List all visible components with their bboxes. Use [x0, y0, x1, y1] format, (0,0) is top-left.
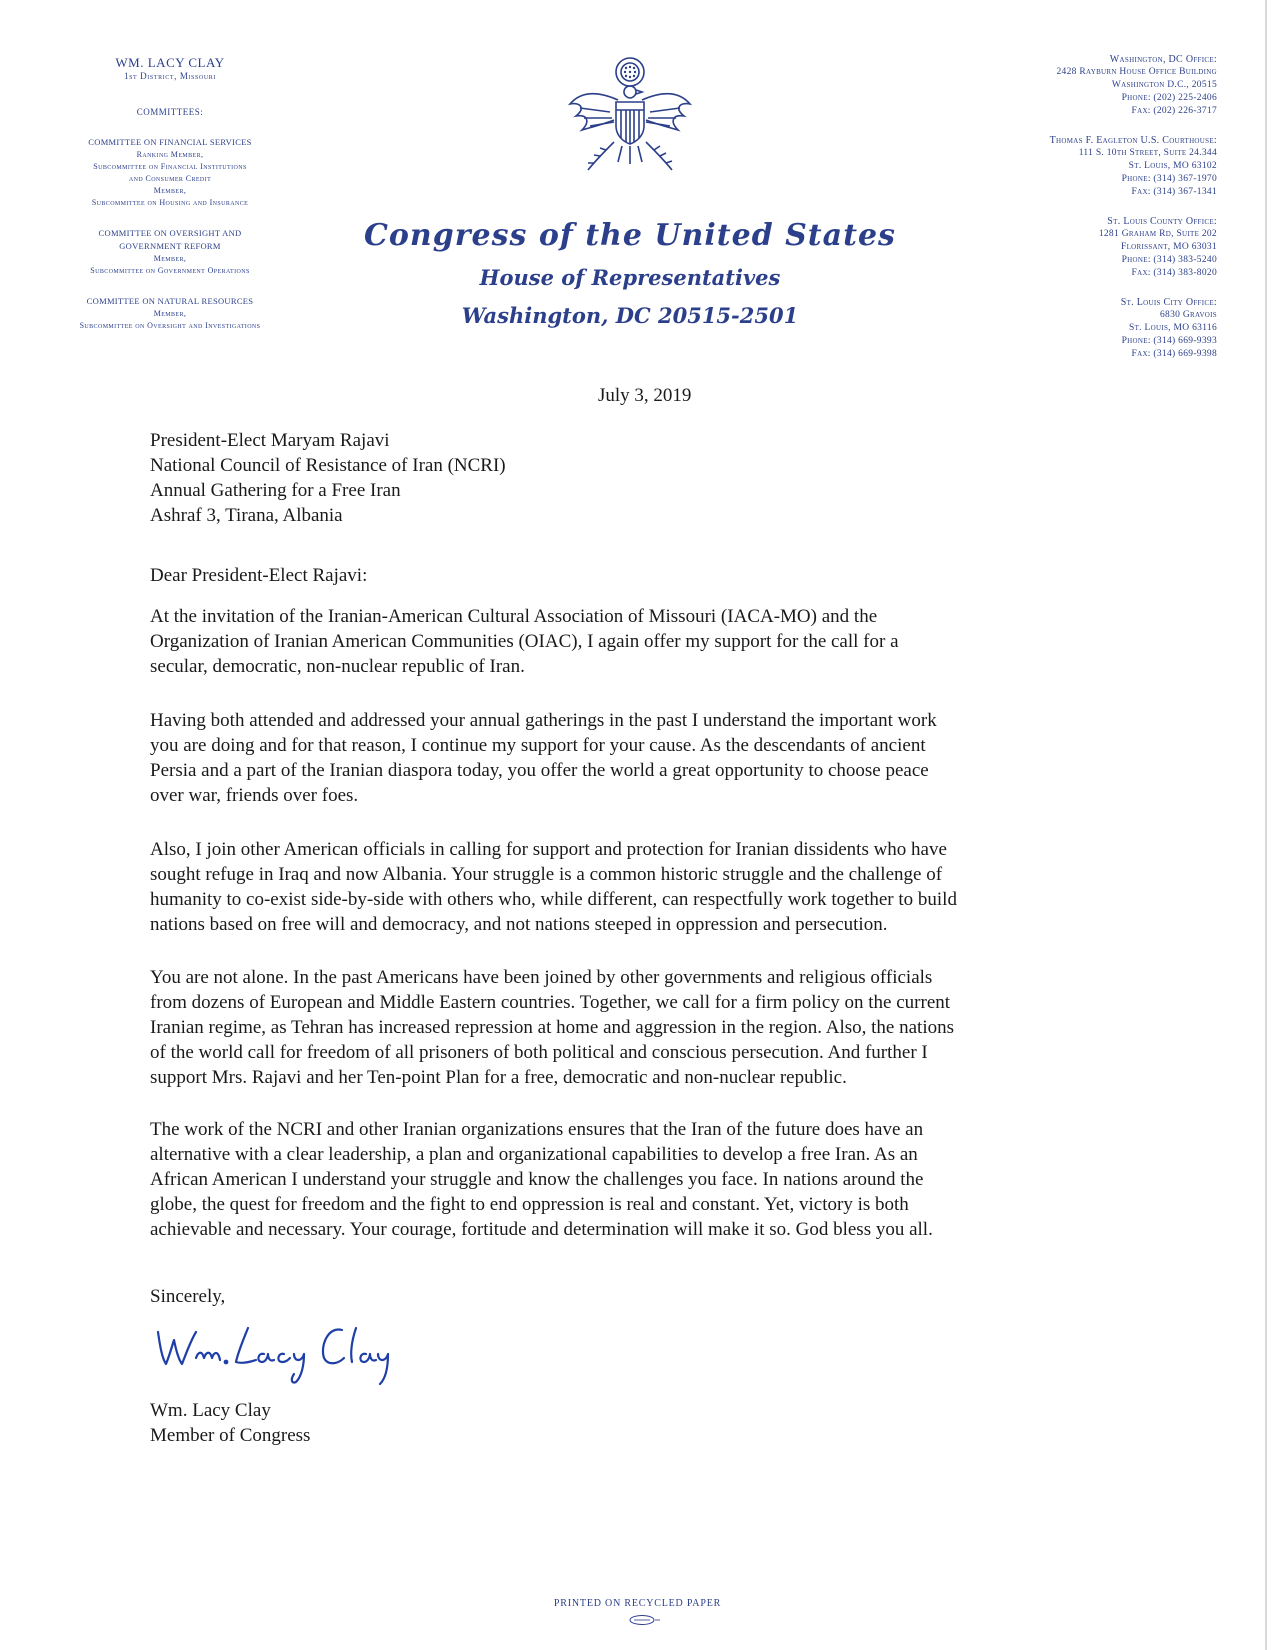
office-phone: Phone: (202) 225-2406 — [1121, 93, 1217, 103]
committee-role: and Consumer Credit — [128, 174, 212, 183]
address-line: Annual Gathering for a Free Iran — [150, 480, 401, 501]
committee-title: GOVERNMENT REFORM — [119, 241, 221, 251]
office-line: Washington D.C., 20515 — [1111, 80, 1217, 90]
office-phone: Phone: (314) 383-5240 — [1121, 255, 1217, 265]
paragraph-2 — [150, 708, 1150, 808]
handwritten-signature — [152, 1318, 392, 1390]
office-line: 6830 Gravois — [1160, 310, 1217, 320]
right-column-offices — [957, 53, 1217, 377]
paragraph-line: sought refuge in Iraq and now Albania. Your struggle is a common historic struggle and the challenge of — [150, 864, 943, 885]
paragraph-line: You are not alone. In the past Americans have been joined by other governments and religious officials — [150, 967, 933, 988]
paragraph-line: Persia and a part of the Iranian diaspora today, you offer the world a great opportunity to choose peace — [150, 760, 929, 781]
signer-block — [150, 1398, 1150, 1448]
office-line: 2428 Rayburn House Office Building — [1056, 67, 1217, 77]
committee-role: Ranking Member, — [136, 150, 204, 159]
committee-role: Member, — [153, 186, 187, 195]
paragraph-line: humanity to co-exist side-by-side with others who, while different, can respectfully work together to build — [150, 889, 957, 910]
paragraph-line: Iranian regime, as Tehran has increased repression at home and aggression in the region. Also, the nations — [150, 1017, 954, 1038]
office-line: St. Louis, MO 63102 — [1128, 161, 1217, 171]
office-line: 111 S. 10th Street, Suite 24.344 — [1078, 148, 1217, 158]
paragraph-line: Also, I join other American officials in calling for support and protection for Iranian dissidents who have — [150, 839, 947, 860]
paragraph-line: At the invitation of the Iranian-American Cultural Association of Missouri (IACA-MO) and the — [150, 606, 878, 627]
paragraph-line: you are doing and for that reason, I continue my support for your cause. As the descendants of ancient — [150, 735, 926, 756]
committee-title: COMMITTEE ON NATURAL RESOURCES — [86, 296, 254, 306]
office-fax: Fax: (202) 226-3717 — [1131, 106, 1217, 116]
office-name: Thomas F. Eagleton U.S. Courthouse: — [1049, 135, 1217, 146]
committee-role: Subcommittee on Housing and Insurance — [91, 198, 249, 207]
paragraph-line: alternative with a clear leadership, a plan and organizational capabilities to develop a free Iran. As an — [150, 1144, 918, 1165]
office-washington — [957, 53, 1217, 118]
office-name: Washington, DC Office: — [1109, 54, 1217, 65]
office-name: St. Louis City Office: — [1120, 297, 1217, 308]
office-line: Florissant, MO 63031 — [1121, 242, 1217, 252]
signer-name: Wm. Lacy Clay — [150, 1400, 271, 1421]
office-phone: Phone: (314) 367-1970 — [1121, 174, 1217, 184]
committee-natural-resources — [50, 295, 290, 332]
office-county — [957, 215, 1217, 280]
address-line: National Council of Resistance of Iran (NCRI) — [150, 455, 506, 476]
recipient-address — [150, 428, 1150, 528]
office-line: 1281 Graham Rd, Suite 202 — [1098, 229, 1217, 239]
header-congress: Congress of the United States — [364, 218, 896, 253]
office-courthouse — [957, 134, 1217, 199]
office-city — [957, 296, 1217, 361]
committee-role: Subcommittee on Government Operations — [90, 266, 250, 275]
office-fax: Fax: (314) 669-9398 — [1131, 349, 1217, 359]
committee-financial-services — [50, 136, 290, 209]
committee-title: COMMITTEE ON OVERSIGHT AND — [98, 228, 242, 238]
committee-role: Member, — [153, 309, 187, 318]
office-line: St. Louis, MO 63116 — [1129, 323, 1217, 333]
paragraph-line: support Mrs. Rajavi and her Ten-point Plan for a free, democratic and non-nuclear republic. — [150, 1067, 847, 1088]
address-line: President-Elect Maryam Rajavi — [150, 430, 390, 451]
office-fax: Fax: (314) 383-8020 — [1131, 268, 1217, 278]
paragraph-line: Organization of Iranian American Communities (OIAC), I again offer my support for the call for a — [150, 631, 899, 652]
header-house: House of Representatives — [479, 265, 781, 290]
paragraph-line: achievable and necessary. Your courage, fortitude and determination will make it so. God bless you all. — [150, 1219, 933, 1240]
committee-role: Subcommittee on Financial Institutions — [93, 162, 247, 171]
address-line: Ashraf 3, Tirana, Albania — [150, 505, 343, 526]
paragraph-line: African American I understand your struggle and know the challenges you face. In nations around the — [150, 1169, 924, 1190]
office-phone: Phone: (314) 669-9393 — [1121, 336, 1217, 346]
left-column-committees — [50, 55, 290, 332]
committee-oversight — [50, 227, 290, 277]
committees-label: COMMITTEES: — [136, 107, 204, 117]
committee-role: Member, — [153, 254, 187, 263]
paragraph-4 — [150, 965, 1150, 1090]
paragraph-line: of the world call for freedom of all prisoners of both political and conscious persecution. And further I — [150, 1042, 928, 1063]
committee-role: Subcommittee on Oversight and Investigations — [79, 321, 261, 330]
office-fax: Fax: (314) 367-1341 — [1131, 187, 1217, 197]
paragraph-line: nations based on free will and democracy, and not nations steeped in oppression and persecution. — [150, 914, 888, 935]
eagle-seal-icon — [560, 52, 700, 184]
closing: Sincerely, — [150, 1286, 226, 1307]
office-name: St. Louis County Office: — [1107, 216, 1217, 227]
signer-title: Member of Congress — [150, 1425, 311, 1446]
paragraph-line: globe, the quest for freedom and the fight to end oppression is real and constant. Yet, victory is both — [150, 1194, 909, 1215]
letter-date: July 3, 2019 — [598, 385, 692, 406]
header-washington: Washington, DC 20515-2501 — [461, 303, 799, 328]
paragraph-line: secular, democratic, non-nuclear republic of Iran. — [150, 656, 525, 677]
paragraph-line: The work of the NCRI and other Iranian organizations ensures that the Iran of the future does have an — [150, 1119, 924, 1140]
paragraph-3 — [150, 837, 1150, 937]
paragraph-line: over war, friends over foes. — [150, 785, 359, 806]
union-bug-icon — [622, 1614, 662, 1626]
paragraph-line: from dozens of European and Middle Eastern countries. Together, we call for a firm policy on the current — [150, 992, 951, 1013]
paragraph-line: Having both attended and addressed your annual gatherings in the past I understand the important work — [150, 710, 937, 731]
paragraph-5 — [150, 1117, 1150, 1242]
member-name: WM. LACY CLAY — [115, 55, 225, 70]
footer-recycled: PRINTED ON RECYCLED PAPER — [553, 1598, 722, 1609]
committee-title: COMMITTEE ON FINANCIAL SERVICES — [88, 137, 252, 147]
member-district: 1st District, Missouri — [124, 71, 216, 81]
page-edge — [1265, 0, 1267, 1650]
paragraph-1 — [150, 604, 1150, 679]
salutation: Dear President-Elect Rajavi: — [150, 565, 368, 586]
